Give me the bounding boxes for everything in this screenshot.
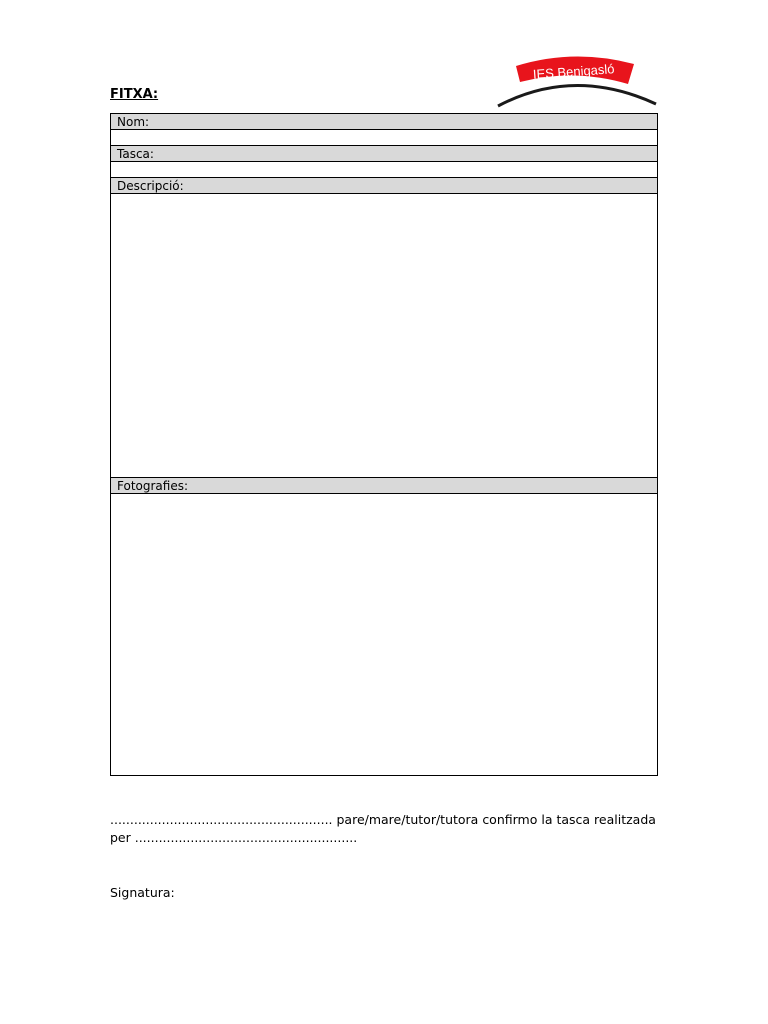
- photos-label: Fotografies:: [111, 478, 658, 494]
- confirmation-line-1: ........................................................ pare/mare/tutor/tutora confirmo la tasca realitzada: [110, 812, 656, 827]
- name-field[interactable]: [111, 130, 658, 146]
- task-form-table: [110, 113, 658, 776]
- page-title: FITXA:: [110, 87, 159, 102]
- confirmation-line-2: per ........................................................: [110, 830, 358, 845]
- task-label: Tasca:: [111, 146, 658, 162]
- confirmation-statement: [110, 811, 658, 847]
- signature-label: Signatura:: [110, 885, 175, 900]
- task-field[interactable]: [111, 162, 658, 178]
- school-logo: [494, 46, 660, 110]
- photos-area[interactable]: [111, 494, 658, 776]
- logo-text: IES Benigasló: [532, 61, 615, 82]
- description-label: Descripció:: [111, 178, 658, 194]
- description-field[interactable]: [111, 194, 658, 478]
- logo-arc: [498, 85, 656, 106]
- name-label: Nom:: [111, 114, 658, 130]
